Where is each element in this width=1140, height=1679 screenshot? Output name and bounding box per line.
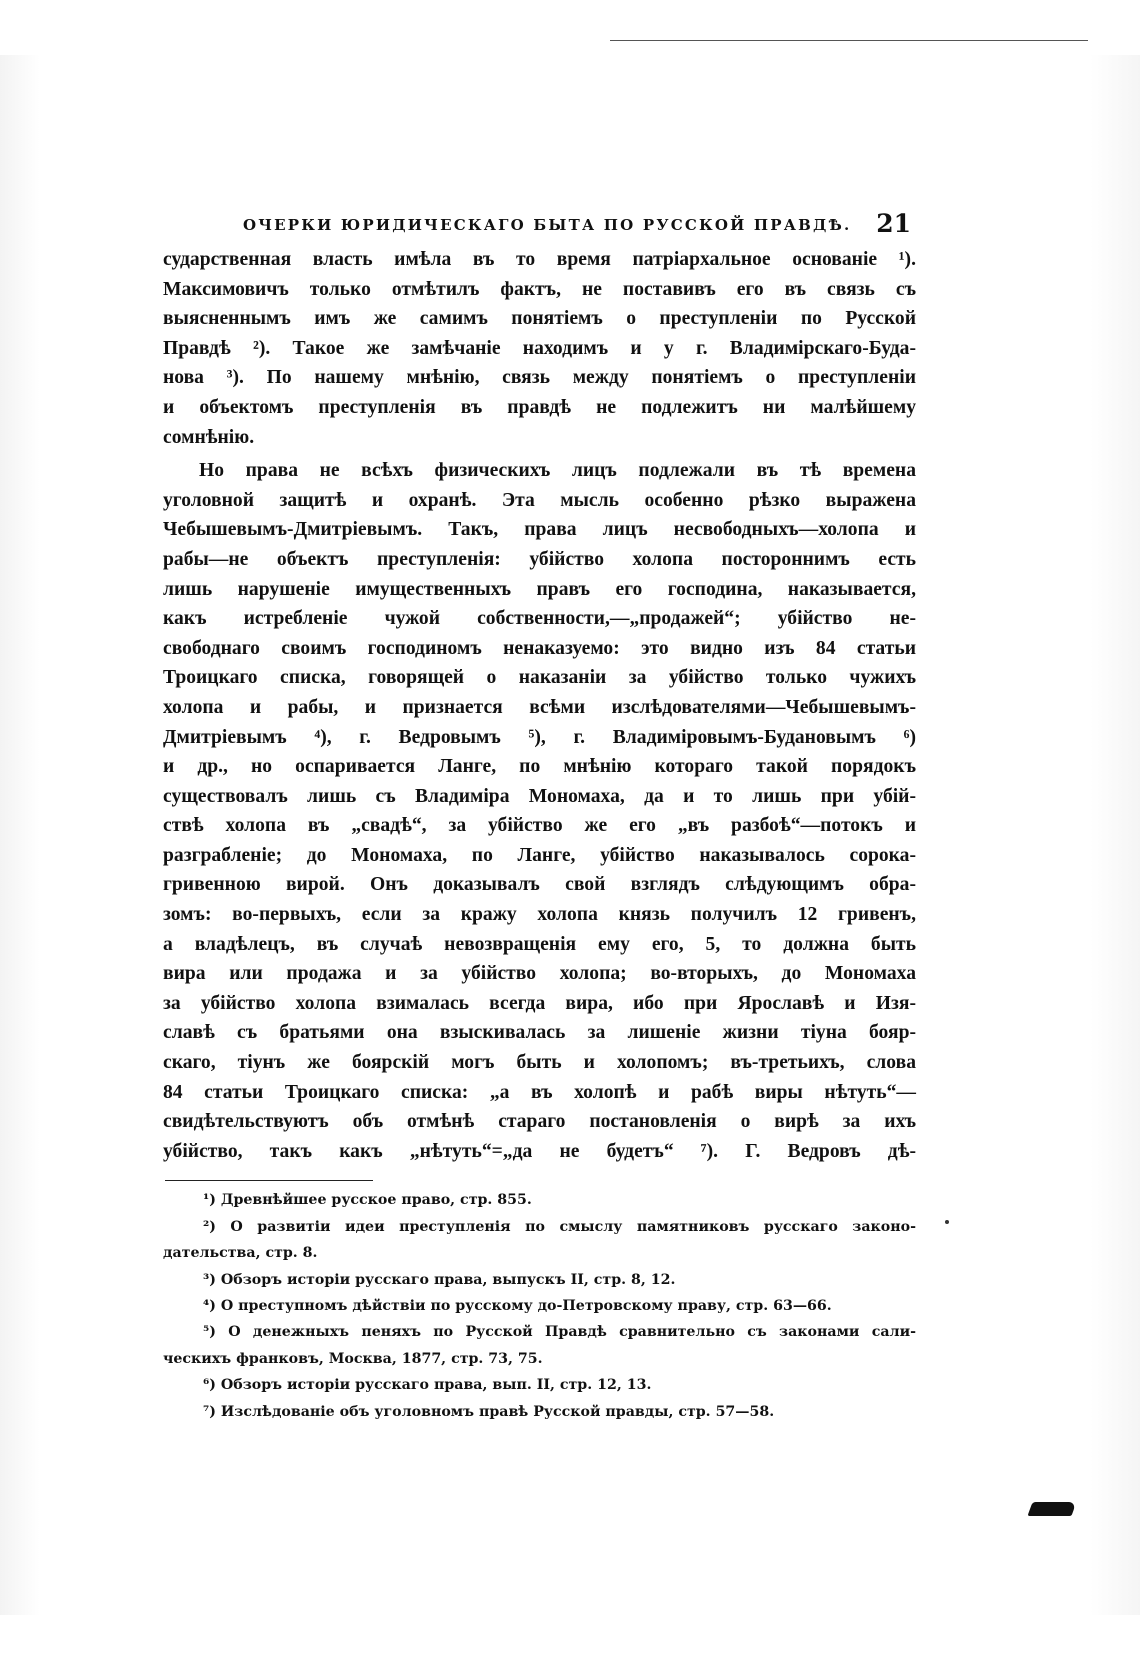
text-line: существовалъ лишь съ Владиміра Мономаха, да и то лишь при убій- bbox=[163, 785, 916, 807]
text-line: Троицкаго списка, говорящей о наказаніи за убійство только чужихъ bbox=[163, 667, 916, 689]
text-line: Чебышевымъ-Дмитріевымъ. Такъ, права лицъ несвободныхъ—холопа и bbox=[163, 519, 916, 541]
text-line: сударственная власть имѣла въ то время патріархальное основаніе ¹). bbox=[163, 249, 916, 270]
footnote: ⁵) О денежныхъ пеняхъ по Русской Правдѣ сравнительно съ законами сали- bbox=[203, 1324, 916, 1341]
text-line: зомъ: во-первыхъ, если за кражу холопа князь получилъ 12 гривенъ, bbox=[163, 904, 916, 926]
footnotes bbox=[163, 1187, 916, 1425]
text-line: убійство, такъ какъ „нѣтуть“=„да не будетъ“ ⁷). Г. Ведровъ дѣ- bbox=[163, 1140, 916, 1162]
paragraph-1 bbox=[163, 245, 916, 452]
footnote: ⁴) О преступномъ дѣйствіи по русскому до-Петровскому праву, стр. 63—66. bbox=[203, 1298, 832, 1315]
text-line: 84 статьи Троицкаго списка: „а въ холопѣ и рабѣ виры нѣтуть“— bbox=[163, 1081, 916, 1103]
running-header-title: ОЧЕРКИ ЮРИДИЧЕСКАГО БЫТА ПО РУССКОЙ ПРАВДѢ. bbox=[243, 216, 852, 234]
text-line: славѣ съ братьями она взыскивалась за лишеніе жизни тіуна бояр- bbox=[163, 1022, 916, 1044]
ink-speck bbox=[945, 1220, 949, 1224]
text-line: за убійство холопа взималась всегда вира, ибо при Ярославѣ и Изя- bbox=[163, 992, 916, 1014]
text-line: нова ³). По нашему мнѣнію, связь между понятіемъ о преступленіи bbox=[163, 367, 916, 389]
text-line: а владѣлецъ, въ случаѣ невозвращенія ему его, 5, то должна быть bbox=[163, 933, 916, 955]
text-line: уголовной защитѣ и охранѣ. Эта мысль особенно рѣзко выражена bbox=[163, 489, 916, 511]
text-line: рабы—не объектъ преступленія: убійство холопа постороннимъ есть bbox=[163, 548, 916, 570]
footnote-continuation: ческихъ франковъ, Москва, 1877, стр. 73, 75. bbox=[163, 1350, 543, 1367]
text-line: и объектомъ преступленія въ правдѣ не подлежитъ ни малѣйшему bbox=[163, 396, 916, 418]
text-line: гривенною вирой. Онъ доказывалъ свой взглядъ слѣдующимъ обра- bbox=[163, 874, 916, 896]
text-line: разграбленіе; до Мономаха, по Ланге, убійство наказывалось сорока- bbox=[163, 844, 916, 866]
footnote: ³) Обзоръ исторіи русскаго права, выпускъ II, стр. 8, 12. bbox=[203, 1271, 676, 1288]
text-line: какъ истребленіе чужой собственности,—„продажей“; убійство не- bbox=[163, 608, 916, 630]
book-page bbox=[163, 205, 916, 1425]
page-corner-mark bbox=[1027, 1502, 1076, 1516]
footnote-continuation: дательства, стр. 8. bbox=[163, 1245, 318, 1262]
top-edge-rule bbox=[610, 40, 1088, 41]
running-header bbox=[163, 205, 916, 245]
page-number: 21 bbox=[876, 209, 911, 238]
text-line: скаго, тіунъ же боярскій могъ быть и холопомъ; въ-третьихъ, слова bbox=[163, 1052, 916, 1074]
paragraph-2 bbox=[163, 456, 916, 1166]
text-line: свидѣтельствуютъ объ отмѣнѣ стараго постановленія о вирѣ за ихъ bbox=[163, 1111, 916, 1133]
text-line: вира или продажа и за убійство холопа; во-вторыхъ, до Мономаха bbox=[163, 963, 916, 985]
footnote-rule bbox=[165, 1180, 373, 1181]
text-line: сомнѣнію. bbox=[163, 426, 255, 448]
text-line: холопа и рабы, и признается всѣми изслѣдователями—Чебышевымъ- bbox=[163, 696, 916, 718]
text-line: Максимовичъ только отмѣтилъ фактъ, не поставивъ его въ связь съ bbox=[163, 278, 916, 300]
footnote: ²) О развитіи идеи преступленія по смыслу памятниковъ русскаго законо- bbox=[203, 1218, 916, 1235]
text-line: выясненнымъ имъ же самимъ понятіемъ о преступленіи по Русской bbox=[163, 308, 916, 330]
text-line: свободнаго своимъ господиномъ ненаказуемо: это видно изъ 84 статьи bbox=[163, 637, 916, 659]
footnote: ⁷) Изслѣдованіе объ уголовномъ правѣ Русской правды, стр. 57—58. bbox=[203, 1403, 775, 1420]
text-line: лишь нарушеніе имущественныхъ правъ его господина, наказывается, bbox=[163, 578, 916, 600]
text-line: Дмитріевымъ ⁴), г. Ведровымъ ⁵), г. Владиміровымъ-Будановымъ ⁶) bbox=[163, 726, 916, 748]
text-line: ствѣ холопа въ „свадѣ“, за убійство же его „въ разбоѣ“—потокъ и bbox=[163, 815, 916, 837]
footnote: ¹) Древнѣйшее русское право, стр. 855. bbox=[203, 1192, 532, 1209]
text-line: Но права не всѣхъ физическихъ лицъ подлежали въ тѣ времена bbox=[199, 460, 916, 482]
text-line: Правдѣ ²). Такое же замѣчаніе находимъ и у г. Владимірскаго-Буда- bbox=[163, 337, 916, 359]
footnote: ⁶) Обзоръ исторіи русскаго права, вып. II, стр. 12, 13. bbox=[203, 1377, 652, 1394]
text-line: и др., но оспаривается Ланге, по мнѣнію котораго такой порядокъ bbox=[163, 756, 916, 778]
body-text bbox=[163, 245, 916, 1166]
